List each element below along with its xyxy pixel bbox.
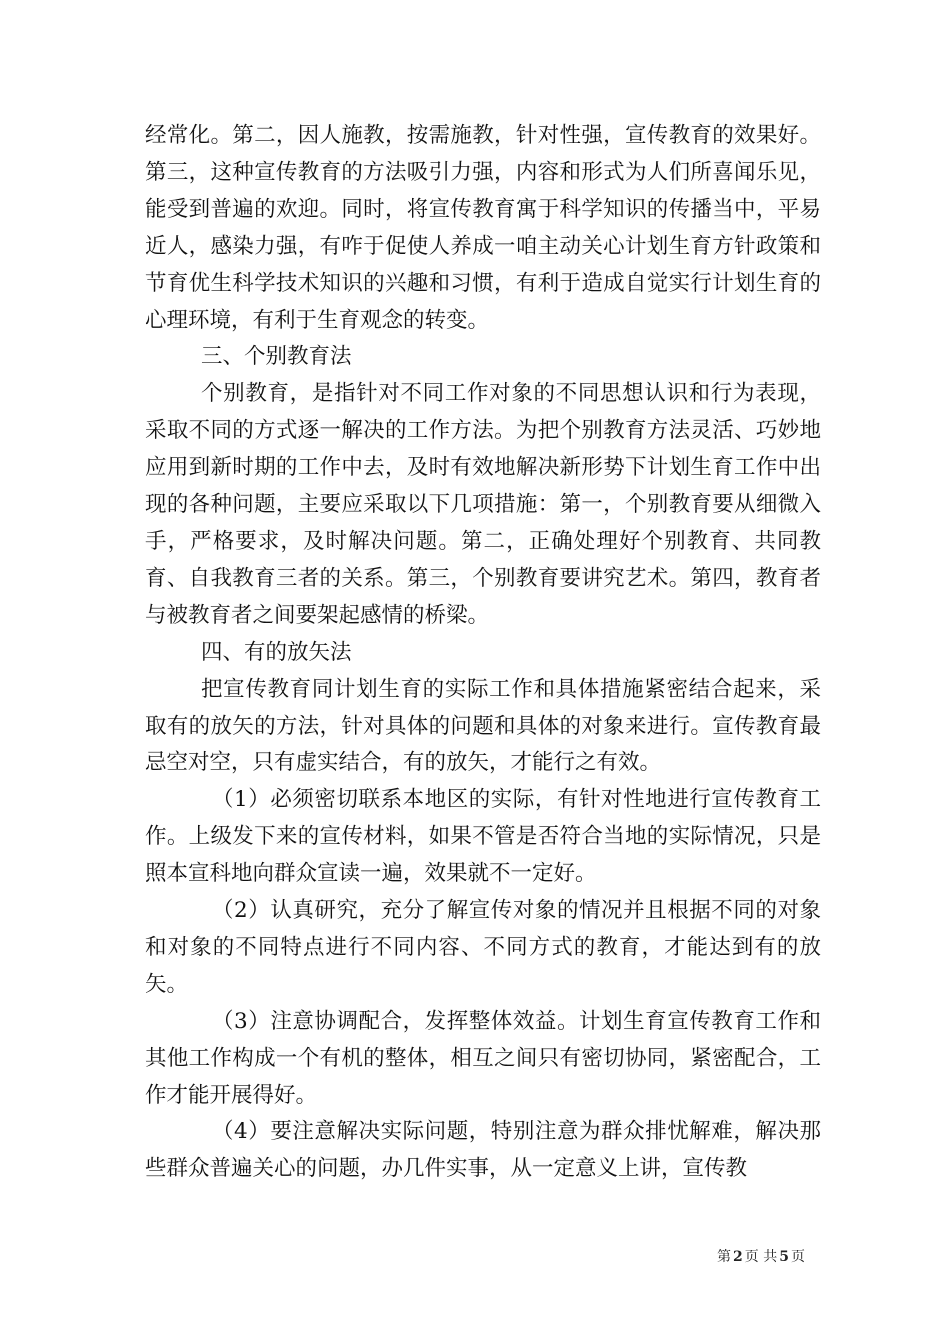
paragraph-item-2: （2）认真研究，充分了解宣传对象的情况并且根据不同的对象和对象的不同特点进行不同内容、不同方式的教育，才能达到有的放矢。 <box>145 898 821 997</box>
paragraph-item-1: （1）必须密切联系本地区的实际，有针对性地进行宣传教育工作。上级发下来的宣传材料，如果不管是否符合当地的实际情况，只是照本宣科地向群众宣读一遍，效果就不一定好。 <box>145 787 821 887</box>
document-body <box>145 118 821 1188</box>
footer-middle: 页 共 <box>744 1249 778 1265</box>
paragraph-targeted-method: 把宣传教育同计划生育的实际工作和具体措施紧密结合起来，采取有的放矢的方法，针对具体的问题和具体的对象来进行。宣传教育最忌空对空，只有虚实结合，有的放矢，才能行之有效。 <box>145 676 821 776</box>
footer-total-pages: 5 <box>779 1249 789 1265</box>
footer-prefix: 第 <box>717 1249 732 1265</box>
paragraph-item-3: （3）注意协调配合，发挥整体效益。计划生育宣传教育工作和其他工作构成一个有机的整体，相互之间只有密切协同，紧密配合，工作才能开展得好。 <box>145 1008 821 1108</box>
paragraph-continuation: 经常化。第二，因人施教，按需施教，针对性强，宣传教育的效果好。第三，这种宣传教育的方法吸引力强，内容和形式为人们所喜闻乐见，能受到普遍的欢迎。同时，将宣传教育寓于科学知识的传播当中，平易近人，感染力强，有咋于促使人养成一咱主动关心计划生育方针政策和节育优生科学技术知识的兴趣和习惯，有利于造成自觉实行计划生育的心理环境，有利于生育观念的转变。 <box>145 123 821 333</box>
section-heading-four: 四、有的放矢法 <box>201 639 352 665</box>
paragraph-individual-education: 个别教育，是指针对不同工作对象的不同思想认识和行为表现，采取不同的方式逐一解决的工作方法。为把个别教育方法灵活、巧妙地应用到新时期的工作中去，及时有效地解决新形势下计划生育工作中出现的各种问题，主要应采取以下几项措施：第一，个别教育要从细微入手，严格要求，及时解决问题。第二，正确处理好个别教育、共同教育、自我教育三者的关系。第三，个别教育要讲究艺术。第四，教育者与被教育者之间要架起感情的桥梁。 <box>145 381 821 628</box>
section-heading-three: 三、个别教育法 <box>201 344 352 370</box>
paragraph-item-4: （4）要注意解决实际问题，特别注意为群众排忧解难，解决那些群众普遍关心的问题，办几件实事，从一定意义上讲，宣传教 <box>145 1119 821 1182</box>
footer-suffix: 页 <box>791 1249 805 1265</box>
page-number-footer <box>717 1248 805 1266</box>
footer-current-page: 2 <box>733 1249 743 1265</box>
